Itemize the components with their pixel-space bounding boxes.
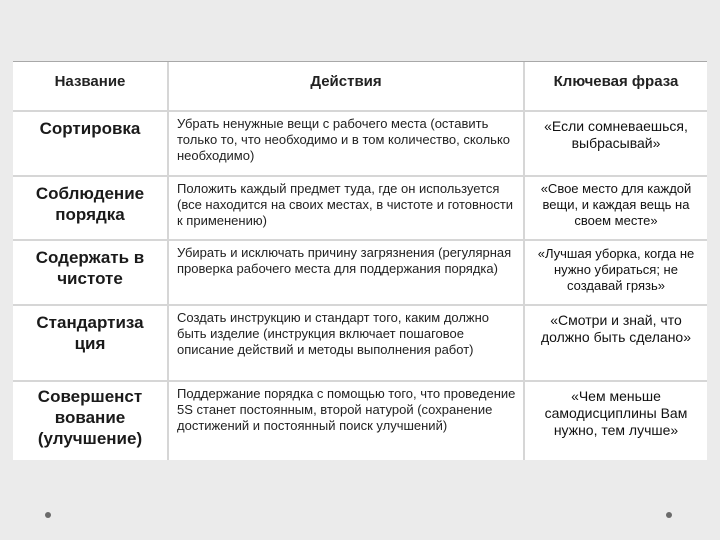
left-dot-icon — [45, 512, 51, 518]
row-1-name: Сортировка — [13, 112, 167, 175]
row-3-action: Убирать и исключать причину загрязнения (регулярная проверка рабочего места для поддержания порядка) — [169, 241, 523, 304]
right-dot-icon — [666, 512, 672, 518]
row-5-name: Совершенст вование (улучшение) — [13, 382, 167, 460]
row-4-name: Стандартиза ция — [13, 306, 167, 380]
five-s-table — [13, 61, 707, 460]
row-2-name: Соблюдение порядка — [13, 177, 167, 239]
row-3-name: Содержать в чистоте — [13, 241, 167, 304]
header-actions: Действия — [169, 62, 523, 110]
row-2-action: Положить каждый предмет туда, где он используется (все находится на своих местах, в чистоте и готовности к применению) — [169, 177, 523, 239]
header-key-phrase: Ключевая фраза — [525, 62, 707, 110]
row-4-action: Создать инструкцию и стандарт того, каким должно быть изделие (инструкция включает пошаговое описание действий и методы выполнения работ) — [169, 306, 523, 380]
row-5-action: Поддержание порядка с помощью того, что проведение 5S станет постоянным, второй натурой (сохранение достижений и постоянный поиск улучшений) — [169, 382, 523, 460]
row-5-phrase: «Чем меньше самодисциплины Вам нужно, тем лучше» — [525, 382, 707, 460]
header-name: Название — [13, 62, 167, 110]
row-4-phrase: «Смотри и знай, что должно быть сделано» — [525, 306, 707, 380]
row-3-phrase: «Лучшая уборка, когда не нужно убираться; не создавай грязь» — [525, 241, 707, 304]
row-1-phrase: «Если сомневаешься, выбрасывай» — [525, 112, 707, 175]
row-1-action: Убрать ненужные вещи с рабочего места (оставить только то, что необходимо и в том количество, сколько необходимо) — [169, 112, 523, 175]
row-2-phrase: «Свое место для каждой вещи, и каждая вещь на своем месте» — [525, 177, 707, 239]
